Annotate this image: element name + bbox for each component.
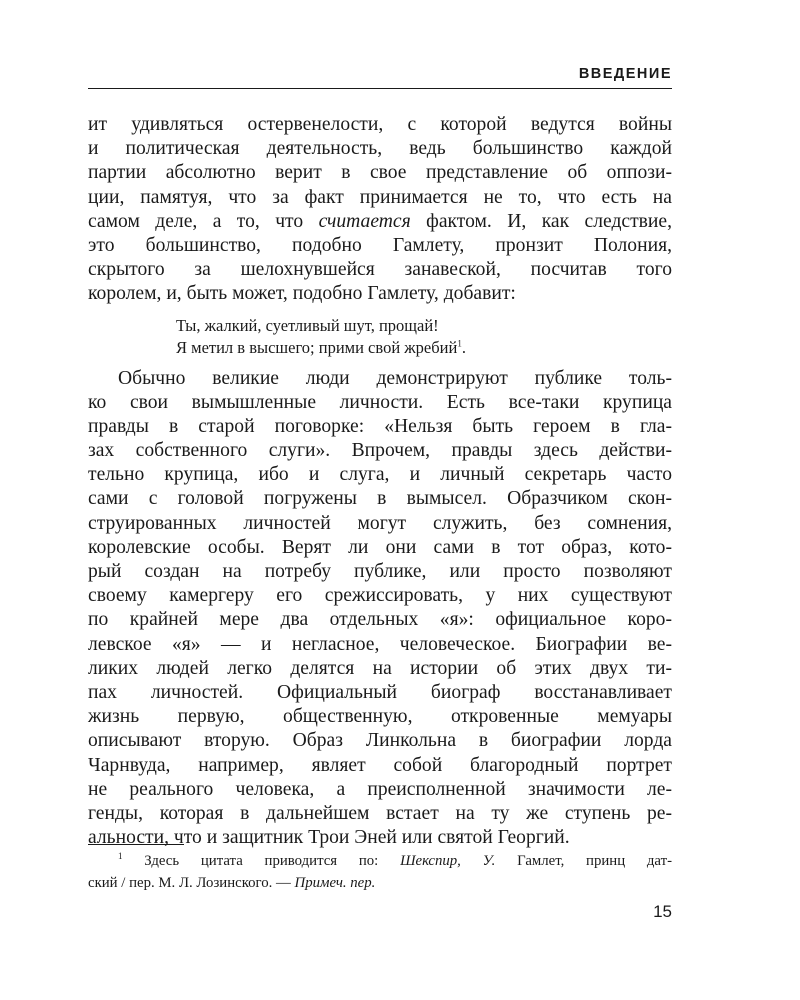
text-line	[88, 754, 672, 778]
footnote	[88, 850, 672, 894]
verse-line	[176, 337, 672, 359]
text-line	[88, 802, 672, 826]
italic-text: Шекспир, У.	[400, 853, 496, 869]
text-line	[88, 439, 672, 463]
line-text: не реального человека, а преисполненной значимости ле-	[88, 778, 672, 800]
line-text: это большинство, подобно Гамлету, пронзит Полония,	[88, 234, 672, 256]
text-line	[88, 161, 672, 185]
verse-line	[176, 315, 672, 337]
running-head: ВВЕДЕНИЕ	[578, 66, 672, 82]
verse-quote	[176, 315, 672, 359]
italic-text: Примеч. пер.	[294, 875, 376, 891]
text-line	[88, 512, 672, 536]
line-text: сами с головой погружены в вымысел. Образчиком скон-	[88, 488, 672, 510]
verse-text: Ты, жалкий, суетливый шут, прощай!	[176, 315, 439, 335]
line-text: и политическая деятельность, ведь большинство каждой	[88, 138, 672, 160]
text-line	[88, 415, 672, 439]
italic-text: считается	[318, 210, 411, 232]
line-text: по крайней мере два отдельных «я»: официальное коро-	[88, 609, 672, 631]
text-line	[88, 729, 672, 753]
line-text: Чарнвуда, например, являет собой благородный портрет	[88, 754, 672, 776]
body-text	[88, 113, 672, 850]
text-line	[88, 584, 672, 608]
text-line	[88, 657, 672, 681]
line-text: ции, памятуя, что за факт принимается не то, что есть на	[88, 186, 672, 208]
footnote-rule	[88, 844, 184, 845]
text-line	[88, 258, 672, 282]
line-text: тельно крупица, ибо и слуга, и личный секретарь часто	[88, 464, 672, 486]
text-line	[88, 391, 672, 415]
footnote-text: Здесь цитата приводится по: Шекспир, У. Гамлет, принц дат-	[144, 853, 673, 869]
paragraph-2	[88, 367, 672, 851]
footnote-text: ский / пер. М. Л. Лозинского. — Примеч. пер.	[88, 875, 376, 891]
header-rule	[88, 88, 672, 89]
text-line	[88, 826, 672, 850]
text-line	[88, 536, 672, 560]
footnote-line	[88, 872, 672, 894]
footnote-line	[88, 850, 672, 872]
line-text: генды, которая в дальнейшем встает на ту же ступень ре-	[88, 802, 672, 824]
paragraph-1	[88, 113, 672, 307]
line-text: альности, что и защитник Трои Эней или святой Георгий.	[88, 827, 570, 849]
line-text: жизнь первую, общественную, откровенные мемуары	[88, 706, 672, 728]
line-text: ко свои вымышленные личности. Есть все-таки крупица	[88, 391, 672, 413]
line-text: партии абсолютно верит в свое представление об оппози-	[88, 162, 672, 184]
line-text: королем, и, быть может, подобно Гамлету, добавит:	[88, 283, 516, 305]
footnote-marker[interactable]: 1	[457, 338, 462, 348]
line-text: ит удивляться остервенелости, с которой ведутся войны	[88, 114, 672, 135]
line-text: скрытого за шелохнувшейся занавеской, посчитав того	[88, 259, 672, 281]
text-line	[88, 367, 672, 391]
text-line	[88, 463, 672, 487]
text-line	[88, 186, 672, 210]
line-text: самом деле, а то, что считается фактом. И, как следствие,	[88, 210, 673, 232]
line-text: левское «я» — и негласное, человеческое. Биографии ве-	[88, 633, 672, 655]
line-text: ликих людей легко делятся на истории об этих двух ти-	[88, 657, 672, 679]
line-text: Обычно великие люди демонстрируют публике толь-	[118, 367, 672, 389]
text-line	[88, 210, 672, 234]
line-text: зах собственного слуги». Впрочем, правды здесь действи-	[88, 440, 672, 462]
line-text: правды в старой поговорке: «Нельзя быть героем в гла-	[88, 415, 672, 437]
footnote-number: 1	[118, 851, 123, 862]
text-line	[88, 234, 672, 258]
line-text: пах личностей. Официальный биограф восстанавливает	[88, 681, 672, 703]
line-text: своему камергеру его срежиссировать, у них существуют	[88, 585, 672, 607]
line-text: описывают вторую. Образ Линкольна в биографии лорда	[88, 730, 672, 752]
text-line	[88, 487, 672, 511]
text-line	[88, 778, 672, 802]
text-line	[88, 282, 672, 306]
text-line	[88, 560, 672, 584]
line-text: рый создан на потребу публике, или просто позволяют	[88, 561, 672, 582]
text-line	[88, 113, 672, 137]
text-line	[88, 608, 672, 632]
text-line	[88, 681, 672, 705]
page-number: 15	[653, 902, 672, 921]
verse-end: .	[461, 337, 466, 357]
verse-text: Я метил в высшего; прими свой жребий	[176, 337, 458, 357]
text-line	[88, 633, 672, 657]
text-line	[88, 137, 672, 161]
text-line	[88, 705, 672, 729]
line-text: струированных личностей могут служить, без сомнения,	[88, 512, 672, 534]
line-text: королевские особы. Верят ли они сами в тот образ, кото-	[88, 536, 672, 558]
